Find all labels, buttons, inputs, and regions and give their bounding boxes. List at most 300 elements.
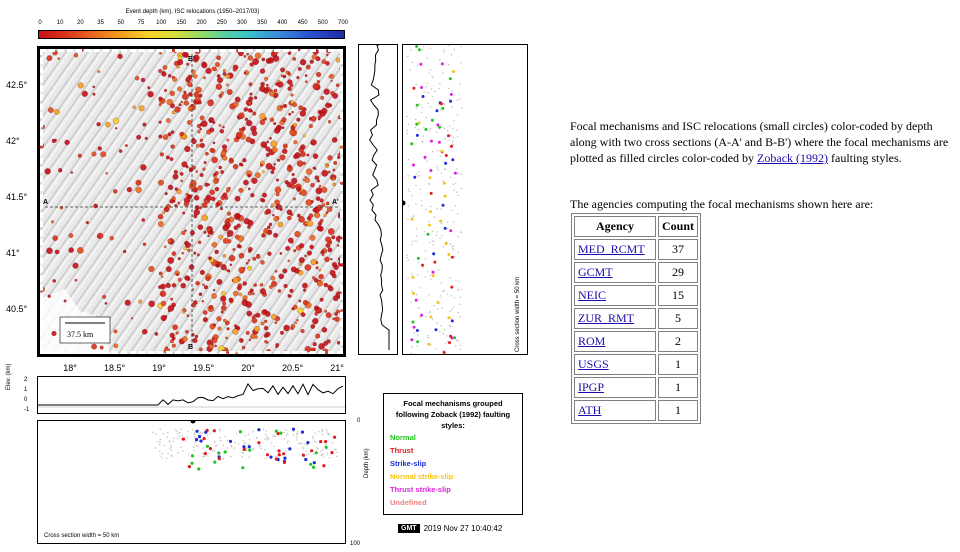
mechanism-point <box>431 119 434 122</box>
epicenter-point <box>283 269 288 274</box>
epicenter-point <box>271 141 277 147</box>
epicenter-point <box>207 228 210 231</box>
epicenter-point <box>251 110 253 112</box>
agency-link[interactable]: GCMT <box>578 265 613 279</box>
epicenter-point <box>316 266 319 269</box>
epicenter-point <box>246 137 251 142</box>
table-row <box>574 308 698 329</box>
epicenter-point <box>293 249 296 252</box>
relocation-point <box>407 257 408 258</box>
mechanism-point <box>416 104 419 107</box>
relocation-point <box>164 445 165 446</box>
epicenter-point <box>275 322 277 324</box>
mechanism-point <box>437 301 440 304</box>
relocation-point <box>173 438 174 439</box>
mechanism-point <box>447 316 450 319</box>
relocation-point <box>423 267 424 268</box>
relocation-point <box>453 249 454 250</box>
mechanism-point <box>278 453 281 456</box>
agency-table <box>571 213 701 424</box>
epicenter-point <box>306 199 312 205</box>
section-width-caption-bb: Cross section width = 50 km <box>515 276 521 352</box>
epicenter-point <box>158 285 161 288</box>
mechanism-point <box>283 457 286 460</box>
epicenter-point <box>204 285 208 289</box>
epicenter-point <box>185 330 188 333</box>
mechanism-point <box>433 261 436 264</box>
relocation-point <box>322 434 323 435</box>
mechanism-point <box>204 431 207 434</box>
relocation-point <box>241 456 242 457</box>
relocation-point <box>438 270 439 271</box>
relocation-point <box>227 447 228 448</box>
epicenter-point <box>200 128 202 130</box>
relocation-point <box>454 256 455 257</box>
epicenter-point <box>47 56 52 61</box>
mechanism-point <box>429 169 432 172</box>
relocation-point <box>284 432 285 433</box>
epicenter-point <box>264 340 267 343</box>
relocation-point <box>459 98 460 99</box>
epicenter-point <box>225 337 227 339</box>
epicenter-point <box>176 65 179 68</box>
epicenter-point <box>198 241 201 244</box>
epicenter-point <box>65 140 70 145</box>
epicenter-point <box>212 67 216 71</box>
epicenter-point <box>175 188 178 191</box>
epicenter-point <box>284 284 288 288</box>
mechanism-point <box>412 276 415 279</box>
relocation-point <box>242 452 243 453</box>
epicenter-point <box>264 326 268 330</box>
epicenter-point <box>260 260 264 264</box>
agency-link[interactable]: NEIC <box>578 288 606 302</box>
epicenter-point <box>158 214 163 219</box>
relocation-point <box>327 453 328 454</box>
relocation-point <box>203 456 204 457</box>
relocation-point <box>449 126 450 127</box>
epicenter-point <box>254 326 260 332</box>
epicenter-point <box>266 84 268 86</box>
relocation-point <box>444 169 445 170</box>
epicenter-point <box>235 97 240 102</box>
agency-link[interactable]: USGS <box>578 357 609 371</box>
epicenter-point <box>159 52 161 54</box>
epicenter-point <box>303 134 306 137</box>
mechanism-point <box>410 338 413 341</box>
epicenter-point <box>173 174 179 180</box>
relocation-point <box>461 45 462 46</box>
relocation-point <box>454 297 455 298</box>
epicenter-point <box>222 350 225 353</box>
relocation-point <box>427 161 428 162</box>
epicenter-point <box>299 243 304 248</box>
epicenter-point <box>281 75 283 77</box>
description-text-2: faulting styles. <box>828 151 902 165</box>
epicenter-point <box>105 122 110 127</box>
relocation-point <box>449 140 450 141</box>
epicenter-point <box>272 147 278 153</box>
relocation-point <box>432 77 433 78</box>
epicenter-point <box>287 210 292 215</box>
relocation-point <box>427 92 428 93</box>
epicenter-point <box>291 178 297 184</box>
epicenter-point <box>202 215 208 221</box>
epicenter-point <box>332 137 337 142</box>
relocation-point <box>325 444 326 445</box>
relocation-point <box>180 447 181 448</box>
relocation-point <box>415 127 416 128</box>
relocation-point <box>460 316 461 317</box>
epicenter-point <box>247 266 251 270</box>
relocation-point <box>312 437 313 438</box>
epicenter-point <box>283 144 288 149</box>
relocation-point <box>169 448 170 449</box>
epicenter-point <box>296 187 301 192</box>
relocation-point <box>449 325 450 326</box>
relocation-point <box>461 289 462 290</box>
epicenter-point <box>282 149 287 154</box>
epicenter-point <box>223 319 226 322</box>
relocation-point <box>246 448 247 449</box>
epicenter-point <box>266 163 272 169</box>
agency-link[interactable]: ROM <box>578 334 606 348</box>
epicenter-point <box>267 226 270 229</box>
epicenter-point <box>333 161 337 165</box>
epicenter-point <box>274 216 279 221</box>
epicenter-point <box>322 108 328 114</box>
mechanism-point <box>325 446 328 449</box>
epicenter-point <box>197 254 200 257</box>
epicenter-point <box>220 208 223 211</box>
epicenter-point <box>285 180 289 184</box>
epicenter-point <box>339 151 343 155</box>
epicenter-point <box>213 289 215 291</box>
relocation-point <box>452 246 453 247</box>
epicenter-point <box>247 225 250 228</box>
mechanism-point <box>411 321 414 324</box>
epicenter-point <box>340 179 343 185</box>
epicenter-point <box>239 293 242 296</box>
epicenter-point <box>158 221 164 227</box>
epicenter-point <box>281 106 284 109</box>
epicenter-point <box>282 117 287 122</box>
relocation-point <box>456 192 457 193</box>
epicenter-point <box>313 342 317 346</box>
epicenter-point <box>328 286 333 291</box>
epicenter-point <box>315 334 320 339</box>
relocation-point <box>444 49 445 50</box>
epicenter-point <box>268 57 274 63</box>
relocation-point <box>457 213 458 214</box>
relocation-point <box>443 180 444 181</box>
relocation-point <box>407 133 408 134</box>
epicenter-point <box>140 164 146 170</box>
epicenter-point <box>297 161 303 167</box>
epicenter-point <box>322 327 327 332</box>
epicenter-point <box>319 269 321 271</box>
epicenter-point <box>131 317 133 319</box>
relocation-point <box>440 109 441 110</box>
relocation-point <box>437 150 438 151</box>
longitude-label: 21° <box>330 363 344 373</box>
longitude-label: 18° <box>63 363 77 373</box>
mechanism-point <box>445 154 448 157</box>
epicenter-point <box>160 291 166 297</box>
relocation-point <box>444 290 445 291</box>
relocation-point <box>461 231 462 232</box>
relocation-point <box>447 228 448 229</box>
relocation-point <box>322 431 323 432</box>
mechanism-point <box>413 326 416 329</box>
epicenter-point <box>288 87 292 91</box>
epicenter-point <box>148 266 154 272</box>
relocation-point <box>449 98 450 99</box>
relocation-point <box>430 128 431 129</box>
relocation-point <box>456 168 457 169</box>
relocation-point <box>418 307 419 308</box>
epicenter-point <box>213 338 218 343</box>
epicenter-point <box>170 91 175 96</box>
agency-link[interactable]: MED_RCMT <box>578 242 645 256</box>
relocation-point <box>315 433 316 434</box>
relocation-point <box>407 130 408 131</box>
epicenter-point <box>184 202 189 207</box>
relocation-point <box>235 442 236 443</box>
relocation-point <box>152 432 153 433</box>
relocation-point <box>408 189 409 190</box>
relocation-point <box>411 353 412 354</box>
section-center-marker <box>403 201 406 206</box>
epicenter-point <box>69 233 73 237</box>
epicenter-point <box>263 310 267 314</box>
relocation-point <box>420 287 421 288</box>
epicenter-point <box>164 246 166 248</box>
colorbar-tick: 350 <box>257 20 268 26</box>
profile-axis-label: Elev. (km) <box>6 363 12 390</box>
epicenter-point <box>305 81 307 83</box>
mechanism-point <box>453 336 456 339</box>
zoback-link[interactable]: Zoback (1992) <box>757 151 829 165</box>
mechanism-point <box>427 343 430 346</box>
epicenter-point <box>203 317 208 322</box>
figure-description <box>570 118 955 166</box>
relocation-point <box>426 117 427 118</box>
relocation-point <box>442 308 443 309</box>
mechanism-point <box>443 182 446 185</box>
relocation-point <box>422 107 423 108</box>
epicenter-point <box>248 174 251 177</box>
relocation-point <box>321 455 322 456</box>
agency-link[interactable]: ATH <box>578 403 602 417</box>
epicenter-point <box>133 106 136 109</box>
relocation-point <box>441 173 442 174</box>
epicenter-point <box>274 163 276 165</box>
epicenter-point <box>216 56 220 60</box>
epicenter-point <box>239 188 244 193</box>
relocation-point <box>430 48 431 49</box>
relocation-point <box>450 177 451 178</box>
epicenter-point <box>192 166 196 170</box>
mechanism-point <box>322 464 325 467</box>
gmt-logo: GMT <box>398 524 420 533</box>
epicenter-point <box>314 212 320 218</box>
epicenter-point <box>208 100 214 106</box>
mechanism-point <box>441 62 444 65</box>
epicenter-point <box>276 179 279 182</box>
relocation-point <box>261 448 262 449</box>
relocation-point <box>421 205 422 206</box>
epicenter-point <box>223 72 226 75</box>
relocation-point <box>418 171 419 172</box>
table-row <box>574 239 698 260</box>
epicenter-point <box>338 116 342 120</box>
relocation-point <box>172 456 173 457</box>
relocation-point <box>409 191 410 192</box>
relocation-point <box>193 446 194 447</box>
epicenter-point <box>253 112 257 116</box>
elevation-line <box>38 384 343 405</box>
relocation-point <box>210 433 211 434</box>
epicenter-point <box>221 151 226 156</box>
mechanism-point <box>411 218 414 221</box>
depth-tick-bottom: 100 <box>350 541 361 547</box>
mechanism-point <box>213 429 216 432</box>
epicenter-point <box>46 248 52 254</box>
relocation-point <box>450 243 451 244</box>
epicenter-point <box>288 113 291 116</box>
relocation-point <box>419 317 420 318</box>
epicenter-point <box>175 107 181 113</box>
relocation-point <box>415 119 416 120</box>
epicenter-point <box>242 300 248 306</box>
epicenter-point <box>176 332 179 335</box>
epicenter-point <box>237 244 241 248</box>
epicenter-point <box>229 298 233 302</box>
relocation-point <box>296 437 297 438</box>
bb-elevation-profile <box>358 44 398 355</box>
epicenter-point <box>260 120 265 125</box>
epicenter-point <box>125 300 131 306</box>
epicenter-point <box>159 135 163 139</box>
epicenter-point <box>203 310 207 314</box>
relocation-point <box>451 309 452 310</box>
epicenter-point <box>227 327 230 330</box>
depth-section-bb-points <box>403 45 527 354</box>
epicenter-point <box>180 172 183 175</box>
epicenter-point <box>219 262 222 265</box>
epicenter-point <box>102 295 106 299</box>
epicenter-point <box>273 233 278 238</box>
gmt-timestamp <box>398 524 502 533</box>
epicenter-point <box>320 199 324 203</box>
epicenter-point <box>239 338 243 342</box>
epicenter-point <box>325 237 331 243</box>
epicenter-point <box>262 58 265 61</box>
relocation-point <box>286 435 287 436</box>
relocation-point <box>215 445 216 446</box>
relocation-point <box>436 235 437 236</box>
mechanism-point <box>188 465 191 468</box>
colorbar-tick: 35 <box>97 20 104 26</box>
epicenter-point <box>319 274 324 279</box>
mechanism-point <box>438 141 441 144</box>
relocation-point <box>431 89 432 90</box>
relocation-point <box>335 449 336 450</box>
relocation-point <box>453 221 454 222</box>
epicenter-point <box>328 248 333 253</box>
relocation-point <box>332 442 333 443</box>
epicenter-point <box>186 193 189 196</box>
epicenter-point <box>328 155 333 160</box>
epicenter-point <box>206 276 211 281</box>
epicenter-point <box>336 58 341 63</box>
epicenter-point <box>172 111 175 114</box>
relocation-point <box>453 245 454 246</box>
mechanism-point <box>324 440 327 443</box>
mechanism-point <box>412 87 415 90</box>
epicenter-point <box>333 169 335 171</box>
epicenter-point <box>73 263 79 269</box>
epicenter-point <box>284 351 287 354</box>
epicenter-point <box>312 318 318 324</box>
epicenter-point <box>332 177 335 180</box>
relocation-point <box>454 49 455 50</box>
epicenter-point <box>269 91 275 97</box>
epicenter-point <box>313 167 315 169</box>
epicenter-point <box>338 215 341 218</box>
epicenter-point <box>48 107 53 112</box>
agency-link[interactable]: IPGP <box>578 380 605 394</box>
epicenter-point <box>215 62 220 67</box>
epicenter-point <box>189 183 195 189</box>
epicenter-point <box>213 142 215 144</box>
relocation-point <box>429 130 430 131</box>
latitude-label: 40.5° <box>6 304 28 314</box>
relocation-point <box>458 289 459 290</box>
mechanism-point <box>430 192 433 195</box>
epicenter-point <box>201 62 207 68</box>
epicenter-point <box>328 120 331 123</box>
epicenter-point <box>215 178 219 182</box>
relocation-point <box>428 72 429 73</box>
relocation-point <box>415 203 416 204</box>
profile-tick: 2 <box>24 377 28 383</box>
epicenter-point <box>262 193 267 198</box>
epicenter-point <box>186 63 189 66</box>
depth-tick-top: 0 <box>357 418 361 424</box>
relocation-point <box>440 325 441 326</box>
epicenter-point <box>291 101 294 104</box>
agency-link[interactable]: ZUR_RMT <box>578 311 635 325</box>
epicenter-point <box>310 183 314 187</box>
mechanism-point <box>269 456 272 459</box>
epicenter-point <box>324 214 327 217</box>
epicenter-point <box>340 145 343 150</box>
relocation-point <box>322 454 323 455</box>
epicenter-point <box>306 65 310 69</box>
mechanism-point <box>432 274 435 277</box>
relocation-point <box>429 242 430 243</box>
mechanism-point <box>239 430 242 433</box>
epicenter-point <box>200 270 205 275</box>
mechanism-point <box>301 431 304 434</box>
epicenter-point <box>210 128 215 133</box>
relocation-point <box>457 195 458 196</box>
epicenter-point <box>246 262 248 264</box>
epicenter-point <box>294 268 299 273</box>
epicenter-point <box>293 154 298 159</box>
